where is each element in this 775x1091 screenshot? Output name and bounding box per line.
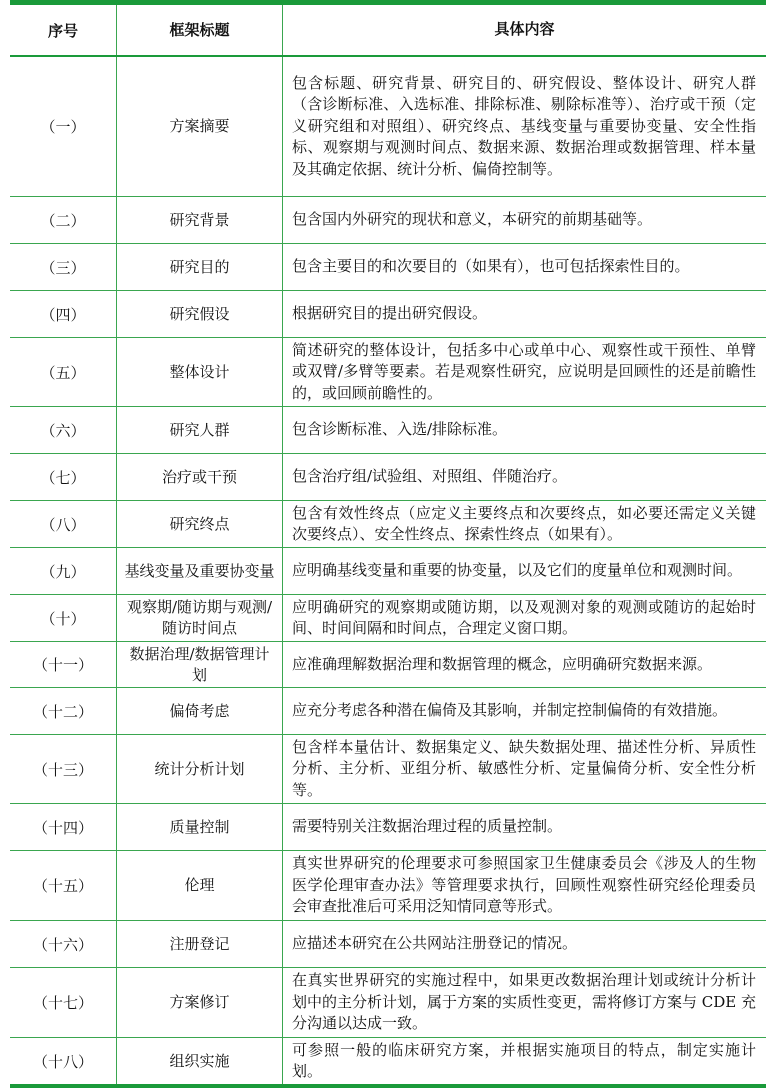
row-content: 应明确研究的观察期或随访期，以及观测对象的观测或随访的起始时间、时间间隔和时间点，合理定义窗口期。 (282, 595, 766, 641)
row-title: 整体设计 (116, 338, 282, 406)
row-number: （十二） (32, 702, 93, 721)
row-number: （九） (40, 562, 86, 581)
row-number: （一） (40, 118, 86, 136)
table-row (10, 687, 766, 734)
row-number: （八） (40, 515, 86, 534)
row-title: 研究假设 (116, 291, 282, 337)
table-row (10, 337, 766, 406)
row-number: （七） (40, 468, 86, 487)
row-title: 组织实施 (116, 1038, 282, 1084)
row-content: 应准确理解数据治理和数据管理的概念，应明确研究数据来源。 (282, 642, 766, 687)
table-row (10, 406, 766, 453)
row-title: 观察期/随访期与观测/随访时间点 (116, 595, 282, 641)
header-title: 框架标题 (116, 5, 282, 55)
row-content: 需要特别关注数据治理过程的质量控制。 (282, 804, 766, 850)
row-title: 统计分析计划 (116, 735, 282, 803)
row-content: 简述研究的整体设计，包括多中心或单中心、观察性或干预性、单臂或双臂/多臂等要素。若是观察性研究，应说明是回顾性的还是前瞻性的，或回顾前瞻性的。 (282, 338, 766, 406)
row-content: 包含治疗组/试验组、对照组、伴随治疗。 (282, 454, 766, 500)
row-title: 研究人群 (116, 407, 282, 453)
row-number: （十八） (32, 1052, 93, 1071)
row-number: （十三） (32, 760, 93, 779)
row-title: 方案修订 (116, 968, 282, 1037)
row-title: 研究背景 (116, 197, 282, 243)
row-content: 根据研究目的提出研究假设。 (282, 291, 766, 337)
framework-table (10, 0, 766, 1088)
table-row (10, 500, 766, 547)
row-title: 治疗或干预 (116, 454, 282, 500)
table-row (10, 57, 766, 196)
table-row (10, 453, 766, 500)
row-number: （十五） (32, 877, 93, 895)
row-number: （十六） (32, 935, 93, 954)
row-number: （四） (40, 305, 86, 324)
row-title: 研究终点 (116, 501, 282, 547)
table-row (10, 196, 766, 243)
row-title: 方案摘要 (116, 57, 282, 196)
table-row (10, 547, 766, 594)
row-content: 包含主要目的和次要目的（如果有），也可包括探索性目的。 (282, 244, 766, 290)
header-number: 序号 (47, 21, 78, 40)
row-title: 研究目的 (116, 244, 282, 290)
row-number: （十四） (32, 818, 93, 837)
row-number: （三） (40, 258, 86, 277)
row-number: （十） (40, 609, 86, 628)
row-content: 包含样本量估计、数据集定义、缺失数据处理、描述性分析、异质性分析、主分析、亚组分析、敏感性分析、定量偏倚分析、安全性分析等。 (282, 735, 766, 803)
row-number: （十一） (32, 656, 93, 674)
table-row (10, 803, 766, 850)
row-content: 应描述本研究在公共网站注册登记的情况。 (282, 921, 766, 967)
row-title: 基线变量及重要协变量 (116, 548, 282, 594)
row-title: 数据治理/数据管理计划 (116, 642, 282, 687)
row-content: 包含标题、研究背景、研究目的、研究假设、整体设计、研究人群（含诊断标准、入选标准、排除标准、剔除标准等）、治疗或干预（定义研究组和对照组）、研究终点、基线变量与重要协变量、安全性指标、观察期与观测时间点、数据来源、数据治理或数据管理、样本量及其确定依据、统计分析、偏倚控制等。 (282, 57, 766, 196)
table-row (10, 850, 766, 920)
header-content: 具体内容 (282, 5, 766, 55)
table-row (10, 243, 766, 290)
row-title: 注册登记 (116, 921, 282, 967)
row-content: 包含有效性终点（应定义主要终点和次要终点，如必要还需定义关键次要终点）、安全性终点、探索性终点（如果有）。 (282, 501, 766, 547)
table-row (10, 1037, 766, 1084)
row-content: 在真实世界研究的实施过程中，如果更改数据治理计划或统计分析计划中的主分析计划，属于方案的实质性变更，需将修订方案与 CDE 充分沟通以达成一致。 (282, 968, 766, 1037)
table-header-row (10, 5, 766, 55)
row-number: （二） (40, 211, 86, 230)
table-bottom-rule (10, 1084, 766, 1088)
row-number: （五） (40, 363, 86, 382)
row-content: 真实世界研究的伦理要求可参照国家卫生健康委员会《涉及人的生物医学伦理审查办法》等管理要求执行，回顾性观察性研究经伦理委员会审查批准后可采用泛知情同意等形式。 (282, 851, 766, 920)
row-title: 伦理 (116, 851, 282, 920)
table-row (10, 594, 766, 641)
table-row (10, 920, 766, 967)
row-content: 包含诊断标准、入选/排除标准。 (282, 407, 766, 453)
table-row (10, 641, 766, 687)
row-title: 质量控制 (116, 804, 282, 850)
row-title: 偏倚考虑 (116, 688, 282, 734)
table-row (10, 734, 766, 803)
table-row (10, 967, 766, 1037)
row-content: 可参照一般的临床研究方案，并根据实施项目的特点，制定实施计划。 (282, 1038, 766, 1084)
row-content: 包含国内外研究的现状和意义，本研究的前期基础等。 (282, 197, 766, 243)
table-row (10, 290, 766, 337)
row-content: 应充分考虑各种潜在偏倚及其影响，并制定控制偏倚的有效措施。 (282, 688, 766, 734)
row-content: 应明确基线变量和重要的协变量，以及它们的度量单位和观测时间。 (282, 548, 766, 594)
row-number: （六） (40, 421, 86, 440)
row-number: （十七） (32, 994, 93, 1012)
